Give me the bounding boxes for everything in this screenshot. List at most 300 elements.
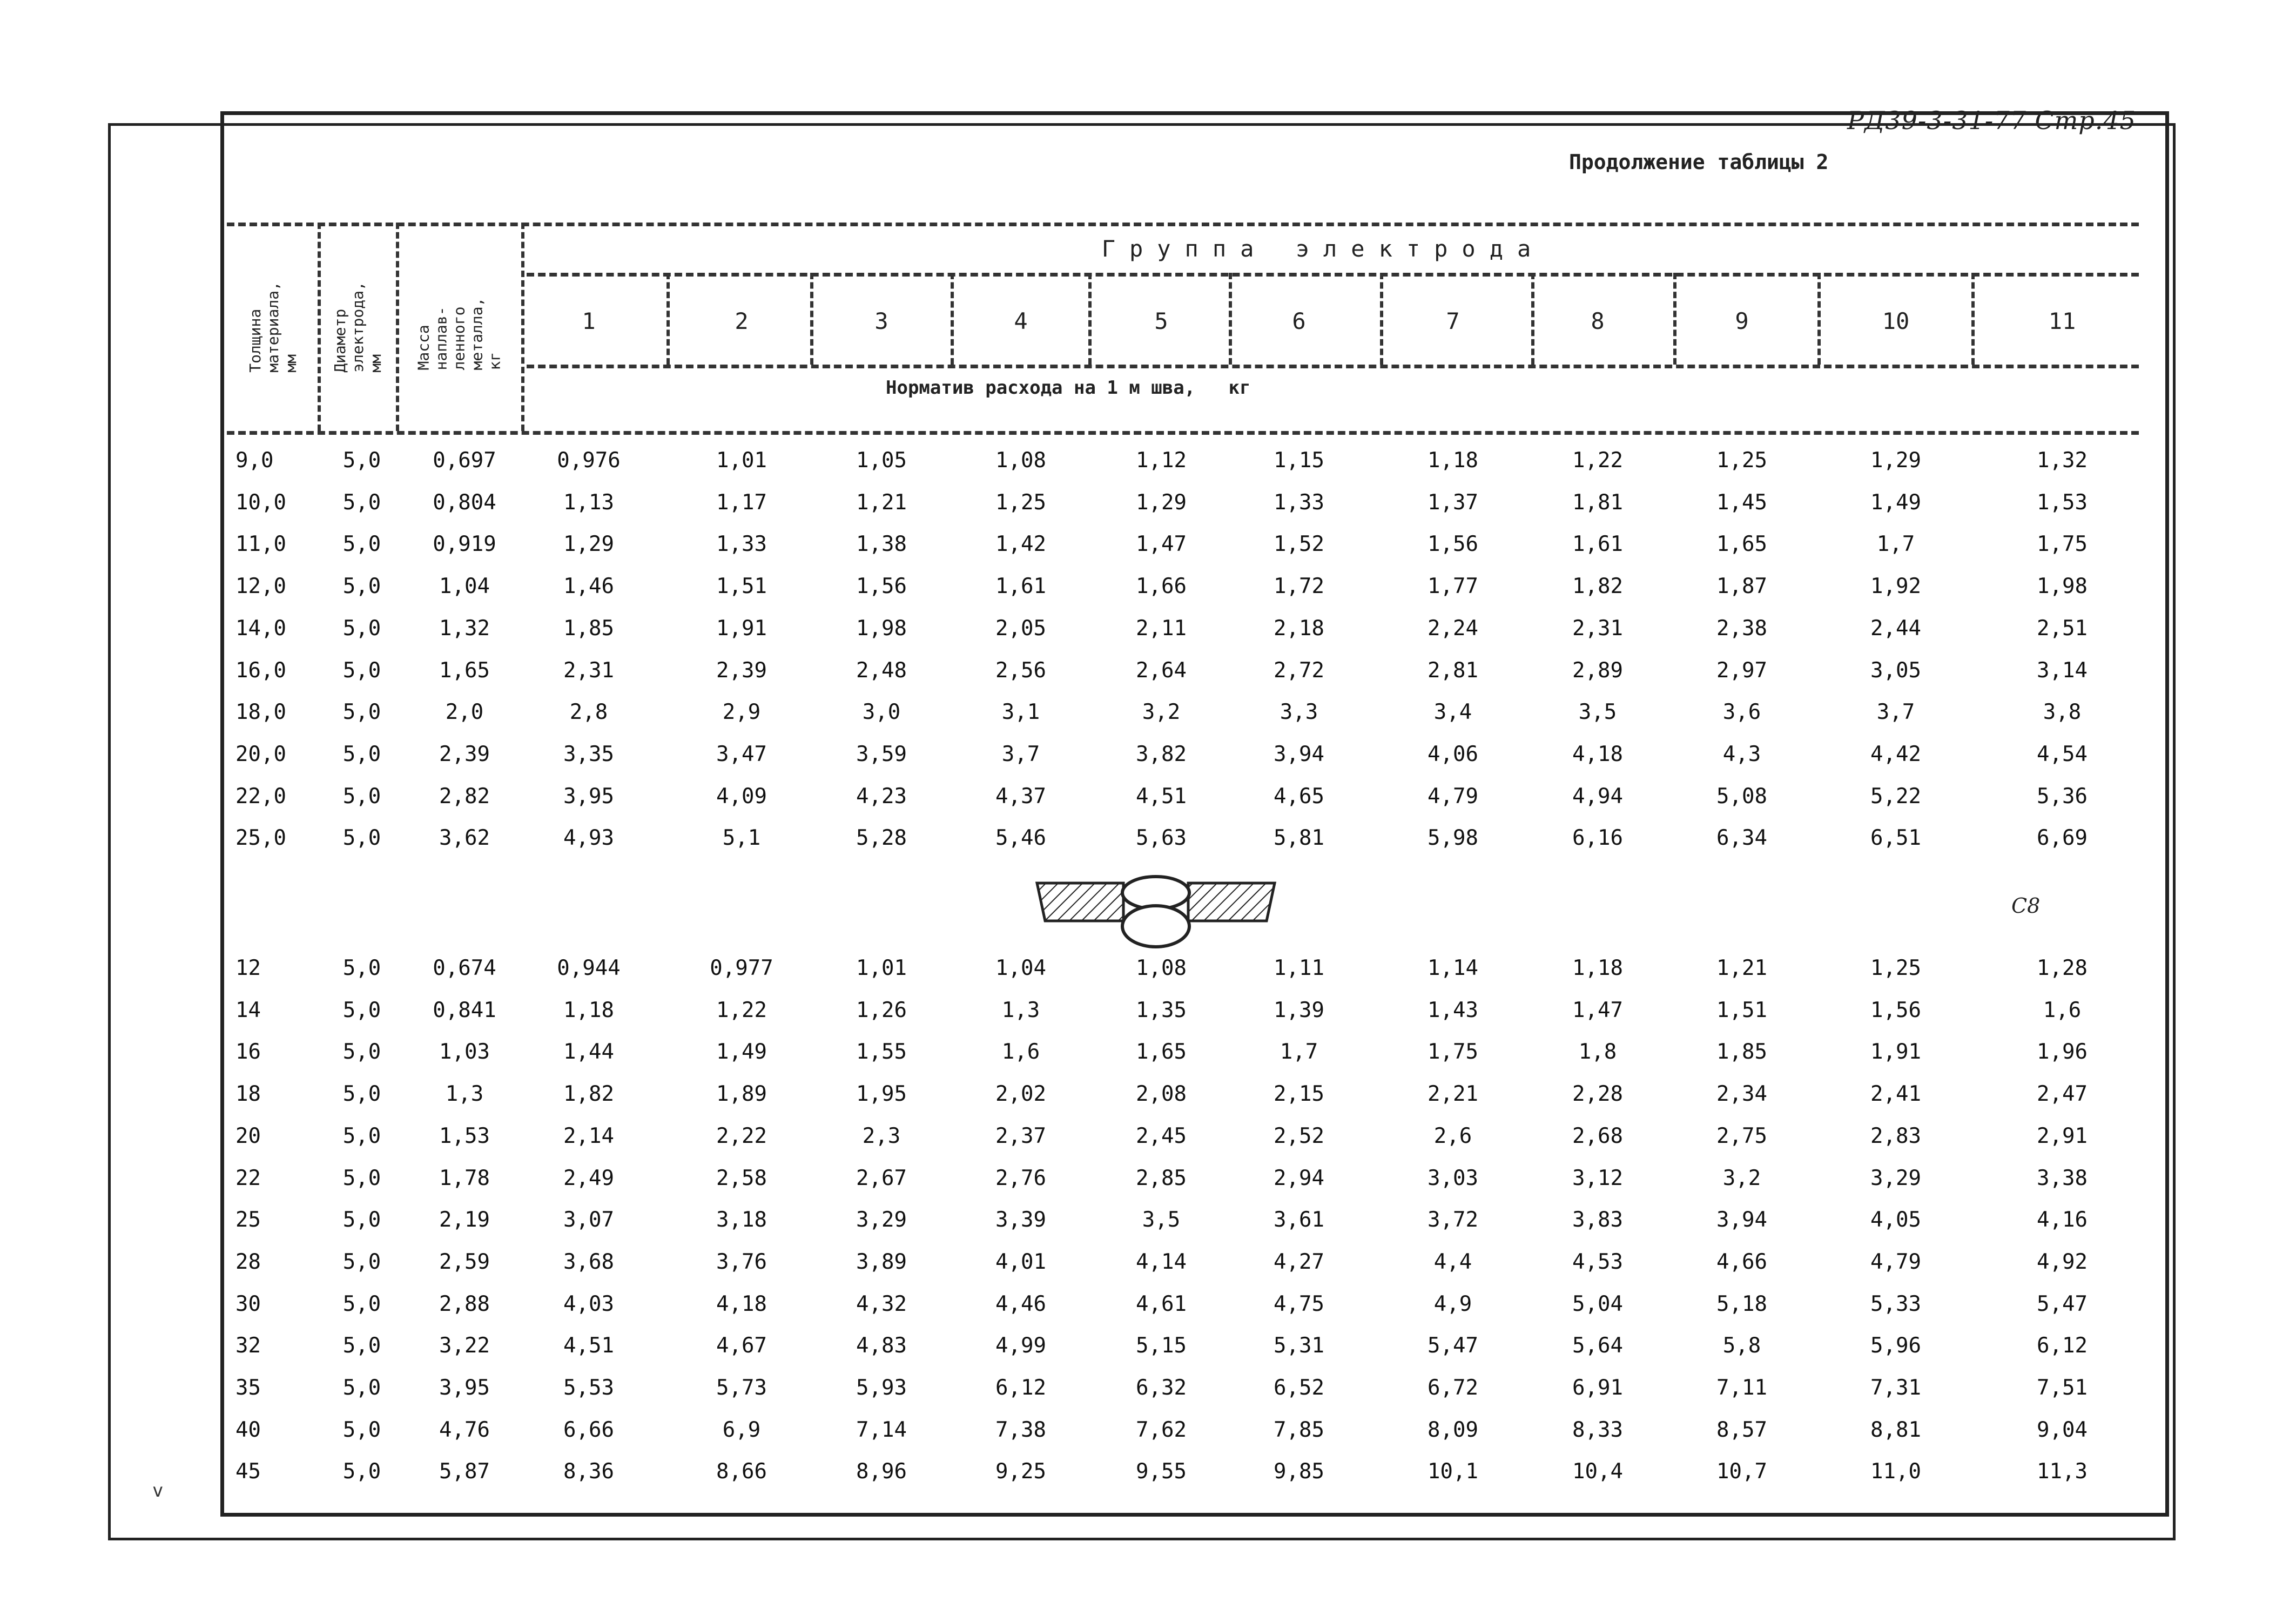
- mass-cell: 2,19: [439, 1208, 490, 1232]
- norm-cell: 2,3: [862, 1124, 901, 1148]
- mass-cell: 0,919: [433, 532, 496, 556]
- norm-cell: 4,53: [1572, 1250, 1623, 1274]
- norm-cell: 1,32: [2037, 448, 2088, 473]
- norm-cell: 2,56: [995, 658, 1046, 683]
- norm-cell: 5,93: [856, 1376, 907, 1400]
- norm-cell: 4,16: [2037, 1208, 2088, 1232]
- diameter-cell: 5,0: [342, 1166, 381, 1190]
- norm-cell: 1,56: [856, 574, 907, 598]
- mass-cell: 2,88: [439, 1292, 490, 1316]
- norm-cell: 1,56: [1428, 532, 1478, 556]
- norm-cell: 4,65: [1274, 784, 1324, 809]
- norm-cell: 1,42: [995, 532, 1046, 556]
- diameter-cell: 5,0: [342, 574, 381, 598]
- norm-cell: 2,45: [1136, 1124, 1187, 1148]
- norm-cell: 2,24: [1428, 616, 1478, 641]
- norm-cell: 1,11: [1274, 956, 1324, 980]
- diameter-cell: 5,0: [342, 532, 381, 556]
- norm-cell: 4,37: [995, 784, 1046, 809]
- electrode-group-number: 4: [1014, 308, 1028, 334]
- norm-cell: 3,2: [1722, 1166, 1761, 1190]
- mass-cell: 1,04: [439, 574, 490, 598]
- norm-cell: 2,15: [1274, 1082, 1324, 1106]
- norm-cell: 8,57: [1716, 1418, 1767, 1442]
- norm-cell: 2,31: [1572, 616, 1623, 641]
- group-column-divider: [1673, 273, 1676, 365]
- thickness-cell: 45: [235, 1459, 261, 1484]
- norm-cell: 8,33: [1572, 1418, 1623, 1442]
- norm-cell: 1,8: [1578, 1040, 1617, 1064]
- norm-cell: 7,11: [1716, 1376, 1767, 1400]
- norm-cell: 6,91: [1572, 1376, 1623, 1400]
- norm-cell: 1,25: [1870, 956, 1921, 980]
- norm-cell: 2,11: [1136, 616, 1187, 641]
- norm-cell: 2,37: [995, 1124, 1046, 1148]
- norm-cell: 1,29: [563, 532, 614, 556]
- norm-cell: 2,97: [1716, 658, 1767, 683]
- norm-cell: 6,9: [722, 1418, 761, 1442]
- norm-cell: 7,38: [995, 1418, 1046, 1442]
- mass-cell: 3,62: [439, 826, 490, 850]
- norm-cell: 4,06: [1428, 742, 1478, 766]
- norm-cell: 2,08: [1136, 1082, 1187, 1106]
- norm-cell: 3,95: [563, 784, 614, 809]
- diameter-cell: 5,0: [342, 1418, 381, 1442]
- norm-cell: 2,49: [563, 1166, 614, 1190]
- diameter-cell: 5,0: [342, 490, 381, 515]
- norm-cell: 2,02: [995, 1082, 1046, 1106]
- electrode-group-number: 2: [735, 308, 749, 334]
- electrode-group-number: 5: [1154, 308, 1168, 334]
- norm-cell: 3,94: [1274, 742, 1324, 766]
- norm-cell: 7,62: [1136, 1418, 1187, 1442]
- header-divider: [521, 223, 524, 431]
- norm-cell: 1,56: [1870, 998, 1921, 1022]
- norm-cell: 1,26: [856, 998, 907, 1022]
- norm-cell: 3,2: [1142, 700, 1181, 724]
- norm-cell: 1,98: [856, 616, 907, 641]
- norm-cell: 3,61: [1274, 1208, 1324, 1232]
- norm-cell: 2,05: [995, 616, 1046, 641]
- norm-cell: 1,3: [1001, 998, 1040, 1022]
- thickness-cell: 32: [235, 1334, 261, 1358]
- thickness-cell: 22,0: [235, 784, 286, 809]
- norm-cell: 3,72: [1428, 1208, 1478, 1232]
- mass-cell: 1,65: [439, 658, 490, 683]
- diameter-cell: 5,0: [342, 1292, 381, 1316]
- norm-cell: 2,75: [1716, 1124, 1767, 1148]
- norm-cell: 4,23: [856, 784, 907, 809]
- diameter-cell: 5,0: [342, 742, 381, 766]
- diameter-cell: 5,0: [342, 1082, 381, 1106]
- norm-cell: 2,58: [716, 1166, 767, 1190]
- norm-cell: 1,12: [1136, 448, 1187, 473]
- group-numbers-rule: [527, 365, 2139, 368]
- mass-cell: 2,0: [445, 700, 484, 724]
- norm-cell: 2,48: [856, 658, 907, 683]
- norm-cell: 1,53: [2037, 490, 2088, 515]
- norm-cell: 2,76: [995, 1166, 1046, 1190]
- norm-cell: 6,72: [1428, 1376, 1478, 1400]
- norm-cell: 5,22: [1870, 784, 1921, 809]
- norm-cell: 4,01: [995, 1250, 1046, 1274]
- norm-cell: 7,14: [856, 1418, 907, 1442]
- norm-cell: 4,51: [1136, 784, 1187, 809]
- norm-cell: 3,94: [1716, 1208, 1767, 1232]
- norm-cell: 9,55: [1136, 1459, 1187, 1484]
- diameter-cell: 5,0: [342, 956, 381, 980]
- norm-cell: 5,18: [1716, 1292, 1767, 1316]
- norm-cell: 3,4: [1433, 700, 1472, 724]
- thickness-cell: 40: [235, 1418, 261, 1442]
- norm-cell: 11,0: [1870, 1459, 1921, 1484]
- norm-cell: 1,47: [1136, 532, 1187, 556]
- norm-cell: 3,05: [1870, 658, 1921, 683]
- norm-cell: 5,47: [1428, 1334, 1478, 1358]
- norm-cell: 5,63: [1136, 826, 1187, 850]
- norm-cell: 6,34: [1716, 826, 1767, 850]
- norm-cell: 1,21: [1716, 956, 1767, 980]
- diameter-cell: 5,0: [342, 784, 381, 809]
- thickness-cell: 22: [235, 1166, 261, 1190]
- norm-cell: 1,98: [2037, 574, 2088, 598]
- norm-cell: 1,47: [1572, 998, 1623, 1022]
- norm-cell: 6,32: [1136, 1376, 1187, 1400]
- norm-cell: 1,72: [1274, 574, 1324, 598]
- thickness-cell: 35: [235, 1376, 261, 1400]
- norm-cell: 1,96: [2037, 1040, 2088, 1064]
- electrode-group-number: 6: [1292, 308, 1306, 334]
- norm-cell: 1,55: [856, 1040, 907, 1064]
- norm-cell: 3,39: [995, 1208, 1046, 1232]
- norm-cell: 9,04: [2037, 1418, 2088, 1442]
- norm-cell: 4,18: [1572, 742, 1623, 766]
- norm-cell: 3,59: [856, 742, 907, 766]
- norm-cell: 6,16: [1572, 826, 1623, 850]
- norm-cell: 4,54: [2037, 742, 2088, 766]
- norm-cell: 3,82: [1136, 742, 1187, 766]
- norm-cell: 2,52: [1274, 1124, 1324, 1148]
- norm-cell: 11,3: [2037, 1459, 2088, 1484]
- electrode-group-title: Группа электрода: [1101, 235, 1545, 262]
- norm-cell: 5,81: [1274, 826, 1324, 850]
- norm-cell: 5,31: [1274, 1334, 1324, 1358]
- mass-cell: 1,32: [439, 616, 490, 641]
- norm-cell: 3,1: [1001, 700, 1040, 724]
- norm-cell: 4,9: [1433, 1292, 1472, 1316]
- norm-cell: 4,46: [995, 1292, 1046, 1316]
- group-column-divider: [1531, 273, 1534, 365]
- thickness-cell: 14,0: [235, 616, 286, 641]
- diameter-cell: 5,0: [342, 826, 381, 850]
- norm-cell: 1,29: [1136, 490, 1187, 515]
- mass-cell: 1,03: [439, 1040, 490, 1064]
- norm-cell: 1,51: [1716, 998, 1767, 1022]
- thickness-cell: 18: [235, 1082, 261, 1106]
- norm-cell: 4,79: [1870, 1250, 1921, 1274]
- norm-cell: 9,85: [1274, 1459, 1324, 1484]
- norm-cell: 2,67: [856, 1166, 907, 1190]
- norm-cell: 1,91: [1870, 1040, 1921, 1064]
- mass-cell: 0,841: [433, 998, 496, 1022]
- norm-cell: 2,83: [1870, 1124, 1921, 1148]
- group-column-divider: [951, 273, 954, 365]
- norm-cell: 1,87: [1716, 574, 1767, 598]
- diameter-cell: 5,0: [342, 1124, 381, 1148]
- norm-cell: 2,18: [1274, 616, 1324, 641]
- group-column-divider: [810, 273, 813, 365]
- thickness-cell: 20,0: [235, 742, 286, 766]
- norm-cell: 5,15: [1136, 1334, 1187, 1358]
- diameter-cell: 5,0: [342, 1376, 381, 1400]
- norm-cell: 3,68: [563, 1250, 614, 1274]
- electrode-group-number: 3: [874, 308, 888, 334]
- norm-cell: 4,99: [995, 1334, 1046, 1358]
- norm-cell: 1,7: [1280, 1040, 1318, 1064]
- norm-cell: 1,33: [716, 532, 767, 556]
- mass-cell: 0,674: [433, 956, 496, 980]
- norm-cell: 1,75: [2037, 532, 2088, 556]
- norm-cell: 5,1: [722, 826, 761, 850]
- norm-cell: 3,7: [1876, 700, 1915, 724]
- thickness-cell: 25: [235, 1208, 261, 1232]
- norm-cell: 2,6: [1433, 1124, 1472, 1148]
- thickness-cell: 18,0: [235, 700, 286, 724]
- norm-cell: 5,96: [1870, 1334, 1921, 1358]
- header-top-rule: [227, 223, 2139, 226]
- thickness-cell: 10,0: [235, 490, 286, 515]
- norm-cell: 4,92: [2037, 1250, 2088, 1274]
- norm-cell: 2,39: [716, 658, 767, 683]
- diameter-cell: 5,0: [342, 700, 381, 724]
- norm-cell: 6,12: [2037, 1334, 2088, 1358]
- norm-cell: 2,22: [716, 1124, 767, 1148]
- norm-cell: 1,18: [1428, 448, 1478, 473]
- norm-cell: 2,51: [2037, 616, 2088, 641]
- norm-cell: 1,91: [716, 616, 767, 641]
- norm-cell: 3,35: [563, 742, 614, 766]
- norm-cell: 4,3: [1722, 742, 1761, 766]
- norm-cell: 1,13: [563, 490, 614, 515]
- electrode-group-number: 8: [1591, 308, 1605, 334]
- norm-cell: 1,95: [856, 1082, 907, 1106]
- diameter-cell: 5,0: [342, 998, 381, 1022]
- norm-cell: 7,31: [1870, 1376, 1921, 1400]
- thickness-cell: 12,0: [235, 574, 286, 598]
- norm-cell: 1,04: [995, 956, 1046, 980]
- norm-cell: 5,33: [1870, 1292, 1921, 1316]
- electrode-group-number: 1: [582, 308, 596, 334]
- margin-mark: v: [152, 1480, 164, 1501]
- norm-cell: 2,85: [1136, 1166, 1187, 1190]
- electrode-group-number: 9: [1735, 308, 1749, 334]
- norm-cell: 1,33: [1274, 490, 1324, 515]
- column-header-mass: Масса наплав- ленного металла, кг: [414, 297, 504, 370]
- norm-cell: 1,21: [856, 490, 907, 515]
- mass-cell: 3,22: [439, 1334, 490, 1358]
- norm-cell: 3,5: [1142, 1208, 1181, 1232]
- norm-cell: 0,976: [557, 448, 621, 473]
- norm-cell: 1,08: [1136, 956, 1187, 980]
- norm-cell: 3,12: [1572, 1166, 1623, 1190]
- norm-cell: 3,89: [856, 1250, 907, 1274]
- norm-cell: 2,21: [1428, 1082, 1478, 1106]
- norm-cell: 8,81: [1870, 1418, 1921, 1442]
- column-header-diameter: Диаметр электрода, мм: [331, 281, 385, 373]
- norm-cell: 2,14: [563, 1124, 614, 1148]
- norm-cell: 4,75: [1274, 1292, 1324, 1316]
- diameter-cell: 5,0: [342, 1208, 381, 1232]
- norm-cell: 4,42: [1870, 742, 1921, 766]
- norm-cell: 1,66: [1136, 574, 1187, 598]
- norm-cell: 10,4: [1572, 1459, 1623, 1484]
- norm-cell: 6,69: [2037, 826, 2088, 850]
- thickness-cell: 25,0: [235, 826, 286, 850]
- norm-cell: 1,08: [995, 448, 1046, 473]
- norm-cell: 4,79: [1428, 784, 1478, 809]
- norm-cell: 3,0: [862, 700, 901, 724]
- norm-cell: 8,96: [856, 1459, 907, 1484]
- mass-cell: 2,39: [439, 742, 490, 766]
- diameter-cell: 5,0: [342, 616, 381, 641]
- norm-cell: 4,09: [716, 784, 767, 809]
- norm-cell: 2,31: [563, 658, 614, 683]
- group-column-divider: [1817, 273, 1821, 365]
- norm-cell: 3,5: [1578, 700, 1617, 724]
- norm-cell: 7,51: [2037, 1376, 2088, 1400]
- norm-cell: 3,14: [2037, 658, 2088, 683]
- norm-cell: 1,14: [1428, 956, 1478, 980]
- norm-cell: 1,44: [563, 1040, 614, 1064]
- norm-cell: 1,49: [1870, 490, 1921, 515]
- norm-cell: 9,25: [995, 1459, 1046, 1484]
- norm-cell: 1,52: [1274, 532, 1324, 556]
- column-header-thickness: Толщина материала, мм: [246, 281, 300, 373]
- norm-cell: 5,47: [2037, 1292, 2088, 1316]
- norm-cell: 2,81: [1428, 658, 1478, 683]
- norm-cell: 5,28: [856, 826, 907, 850]
- norm-cell: 1,89: [716, 1082, 767, 1106]
- document-code: РД39-3-31-77 Стр.45: [1847, 106, 2136, 135]
- handwritten-note: С8: [2011, 894, 2041, 918]
- norm-cell: 4,18: [716, 1292, 767, 1316]
- norm-cell: 3,29: [1870, 1166, 1921, 1190]
- electrode-group-number: 11: [2048, 308, 2076, 334]
- diameter-cell: 5,0: [342, 658, 381, 683]
- thickness-cell: 16,0: [235, 658, 286, 683]
- group-column-divider: [666, 273, 670, 365]
- norm-cell: 1,37: [1428, 490, 1478, 515]
- norm-cell: 2,9: [722, 700, 761, 724]
- mass-cell: 1,53: [439, 1124, 490, 1148]
- thickness-cell: 11,0: [235, 532, 286, 556]
- norm-title: Норматив расхода на 1 м шва, кг: [886, 377, 1251, 399]
- diameter-cell: 5,0: [342, 1250, 381, 1274]
- group-column-divider: [1380, 273, 1383, 365]
- norm-cell: 5,53: [563, 1376, 614, 1400]
- norm-cell: 8,09: [1428, 1418, 1478, 1442]
- thickness-cell: 20: [235, 1124, 261, 1148]
- norm-cell: 4,94: [1572, 784, 1623, 809]
- mass-cell: 2,82: [439, 784, 490, 809]
- norm-cell: 1,6: [1001, 1040, 1040, 1064]
- norm-cell: 3,03: [1428, 1166, 1478, 1190]
- norm-cell: 1,92: [1870, 574, 1921, 598]
- mass-cell: 2,59: [439, 1250, 490, 1274]
- norm-cell: 1,82: [1572, 574, 1623, 598]
- norm-cell: 2,8: [569, 700, 608, 724]
- norm-cell: 1,43: [1428, 998, 1478, 1022]
- norm-cell: 1,05: [856, 448, 907, 473]
- norm-cell: 2,28: [1572, 1082, 1623, 1106]
- norm-cell: 1,01: [856, 956, 907, 980]
- norm-cell: 0,977: [710, 956, 773, 980]
- norm-cell: 4,14: [1136, 1250, 1187, 1274]
- norm-cell: 1,22: [1572, 448, 1623, 473]
- norm-cell: 4,93: [563, 826, 614, 850]
- norm-cell: 4,27: [1274, 1250, 1324, 1274]
- mass-cell: 5,87: [439, 1459, 490, 1484]
- norm-cell: 0,944: [557, 956, 621, 980]
- norm-cell: 4,66: [1716, 1250, 1767, 1274]
- norm-cell: 1,61: [995, 574, 1046, 598]
- electrode-group-number: 7: [1446, 308, 1460, 334]
- mass-cell: 1,78: [439, 1166, 490, 1190]
- norm-cell: 3,29: [856, 1208, 907, 1232]
- thickness-cell: 9,0: [235, 448, 274, 473]
- norm-cell: 4,32: [856, 1292, 907, 1316]
- norm-cell: 2,47: [2037, 1082, 2088, 1106]
- norm-cell: 1,77: [1428, 574, 1478, 598]
- norm-cell: 4,51: [563, 1334, 614, 1358]
- diameter-cell: 5,0: [342, 1459, 381, 1484]
- thickness-cell: 14: [235, 998, 261, 1022]
- norm-cell: 3,47: [716, 742, 767, 766]
- norm-cell: 1,65: [1136, 1040, 1187, 1064]
- norm-cell: 5,08: [1716, 784, 1767, 809]
- norm-cell: 1,82: [563, 1082, 614, 1106]
- norm-cell: 1,25: [995, 490, 1046, 515]
- group-column-divider: [1229, 273, 1232, 365]
- table-caption: Продолжение таблицы 2: [1569, 150, 1829, 174]
- norm-cell: 3,76: [716, 1250, 767, 1274]
- thickness-cell: 12: [235, 956, 261, 980]
- norm-cell: 2,72: [1274, 658, 1324, 683]
- mass-cell: 1,3: [445, 1082, 484, 1106]
- norm-cell: 1,51: [716, 574, 767, 598]
- norm-cell: 2,89: [1572, 658, 1623, 683]
- norm-cell: 1,25: [1716, 448, 1767, 473]
- mass-cell: 0,804: [433, 490, 496, 515]
- norm-cell: 5,8: [1722, 1334, 1761, 1358]
- norm-cell: 2,68: [1572, 1124, 1623, 1148]
- thickness-cell: 30: [235, 1292, 261, 1316]
- norm-cell: 8,66: [716, 1459, 767, 1484]
- norm-cell: 1,61: [1572, 532, 1623, 556]
- norm-cell: 1,45: [1716, 490, 1767, 515]
- norm-cell: 6,51: [1870, 826, 1921, 850]
- norm-cell: 4,03: [563, 1292, 614, 1316]
- thickness-cell: 16: [235, 1040, 261, 1064]
- norm-cell: 1,7: [1876, 532, 1915, 556]
- norm-cell: 3,07: [563, 1208, 614, 1232]
- norm-cell: 1,01: [716, 448, 767, 473]
- norm-cell: 3,6: [1722, 700, 1761, 724]
- group-title-rule: [527, 273, 2139, 277]
- norm-cell: 2,91: [2037, 1124, 2088, 1148]
- diameter-cell: 5,0: [342, 1040, 381, 1064]
- norm-cell: 5,46: [995, 826, 1046, 850]
